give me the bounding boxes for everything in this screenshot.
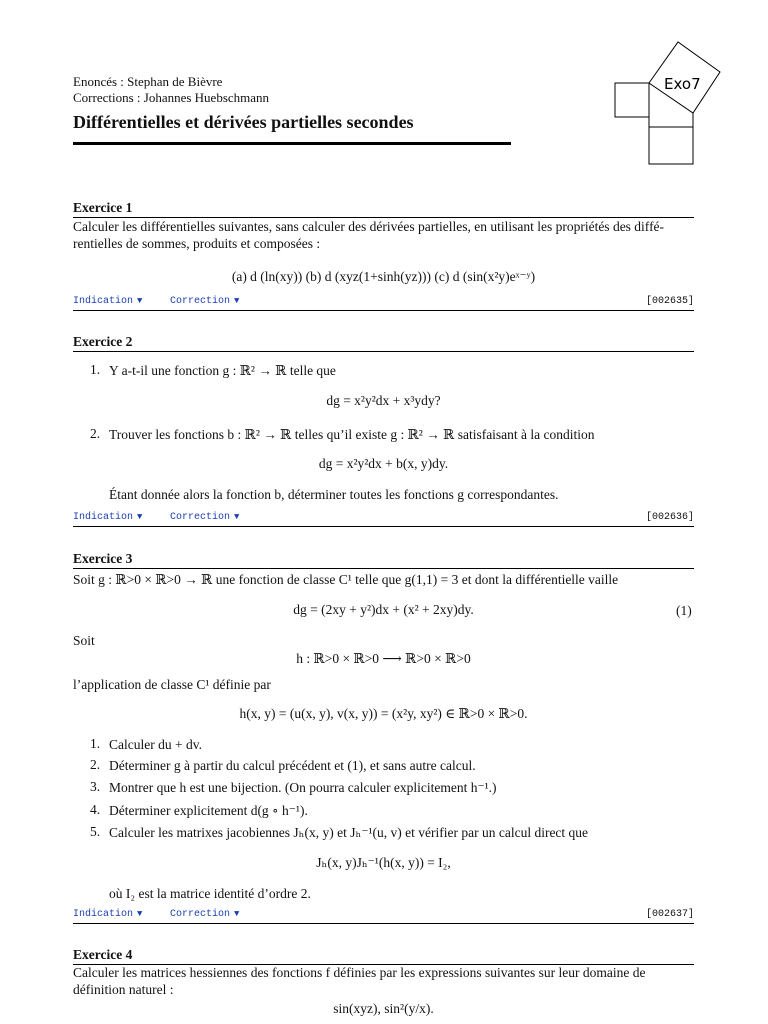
ex4-text-line1: Calculer les matrices hessiennes des fonctions f définies par les expressions suivantes sur leur domaine de: [73, 965, 646, 980]
page-title: Différentielles et dérivées partielles secondes: [73, 112, 414, 132]
correction-link[interactable]: Correction ▼: [170, 909, 240, 920]
list-number: 1.: [90, 736, 101, 751]
correction-link[interactable]: Correction ▼: [170, 512, 240, 523]
ex1-items: (a) d (ln(xy)) (b) d (xyz(1+sinh(yz))) (c) d (sin(x²y)eˣ⁻ʸ): [231, 269, 536, 284]
ex3-item-5: Calculer les matrixes jacobiennes Jₕ(x, y) et Jₕ⁻¹(u, v) et vérifier par un calcul direct que: [109, 825, 589, 840]
ex3-item-4: Déterminer explicitement d(g ∘ h⁻¹).: [109, 803, 308, 818]
ex3-footer: [73, 909, 694, 924]
ex2-text-3: Étant donnée alors la fonction b, déterminer toutes les fonctions g correspondantes.: [109, 487, 559, 502]
equation-number: (1): [676, 603, 692, 618]
ex3-item-1: Calculer du + dv.: [109, 737, 202, 752]
logo-text: Exo7: [664, 75, 701, 93]
exercise-code: [002636]: [645, 512, 694, 523]
ex3-item-3: Montrer que h est une bijection. (On pourra calculer explicitement h⁻¹.): [109, 780, 497, 795]
correction-link[interactable]: Correction ▼: [170, 296, 240, 307]
ex2-footer: [73, 512, 694, 527]
ex3-equation-1: dg = (2xy + y²)dx + (x² + 2xy)dy.: [293, 602, 474, 617]
ex3-item-2: Déterminer g à partir du calcul précédent et (1), et sans autre calcul.: [109, 758, 476, 773]
exercise-2-title: Exercice 2: [73, 334, 694, 352]
list-number: 5.: [90, 824, 101, 839]
list-number: 4.: [90, 802, 101, 817]
corrections-line: Corrections : Johannes Huebschmann: [73, 90, 270, 105]
list-number: 1.: [90, 362, 101, 377]
exercise-code: [002635]: [645, 296, 694, 307]
list-number: 3.: [90, 779, 101, 794]
ex3-equation-4: Jₕ(x, y)Jₕ⁻¹(h(x, y)) = I₂,: [316, 855, 451, 870]
ex2-question-1: Y a-t-il une fonction g : ℝ² → ℝ telle que: [109, 363, 336, 378]
indication-link[interactable]: Indication ▼: [73, 512, 143, 523]
author-line: Enoncés : Stephan de Bièvre: [73, 74, 223, 89]
list-number: 2.: [90, 426, 101, 441]
ex2-question-2: Trouver les fonctions b : ℝ² → ℝ telles qu’il existe g : ℝ² → ℝ satisfaisant à la condition: [109, 427, 595, 442]
ex4-text-line2: définition naturel :: [73, 982, 174, 997]
ex2-equation-2: dg = x²y²dx + b(x, y)dy.: [318, 456, 449, 471]
ex1-text-line1: Calculer les différentielles suivantes, sans calculer des dérivées partielles, en utilisant les propriétés des diffé-: [73, 219, 665, 234]
ex2-equation-1: dg = x²y²dx + x³ydy?: [326, 393, 441, 408]
exercise-code: [002637]: [645, 909, 694, 920]
list-number: 2.: [90, 757, 101, 772]
indication-link[interactable]: Indication ▼: [73, 909, 143, 920]
ex3-application: l’application de classe C¹ définie par: [73, 677, 271, 692]
exercise-1-title: Exercice 1: [73, 200, 694, 218]
ex3-equation-3: h(x, y) = (u(x, y), v(x, y)) = (x²y, xy²) ∈ ℝ>0 × ℝ>0.: [239, 706, 528, 721]
ex3-soit: Soit: [73, 633, 95, 648]
ex1-footer: [73, 296, 694, 311]
exercise-3-title: Exercice 3: [73, 551, 694, 569]
ex3-last-line: où I₂ est la matrice identité d’ordre 2.: [109, 886, 311, 901]
ex1-text-line2: rentielles de sommes, produits et composées :: [73, 236, 321, 251]
ex4-equation: sin(xyz), sin²(y/x).: [333, 1001, 434, 1016]
title-rule: [73, 142, 511, 145]
indication-link[interactable]: Indication ▼: [73, 296, 143, 307]
ex3-intro: Soit g : ℝ>0 × ℝ>0 → ℝ une fonction de classe C¹ telle que g(1,1) = 3 et dont la différentielle vaille: [73, 572, 619, 587]
ex3-equation-2: h : ℝ>0 × ℝ>0 ⟶ ℝ>0 × ℝ>0: [296, 651, 471, 666]
exo7-logo: [612, 40, 722, 170]
exercise-4-title: Exercice 4: [73, 947, 694, 965]
